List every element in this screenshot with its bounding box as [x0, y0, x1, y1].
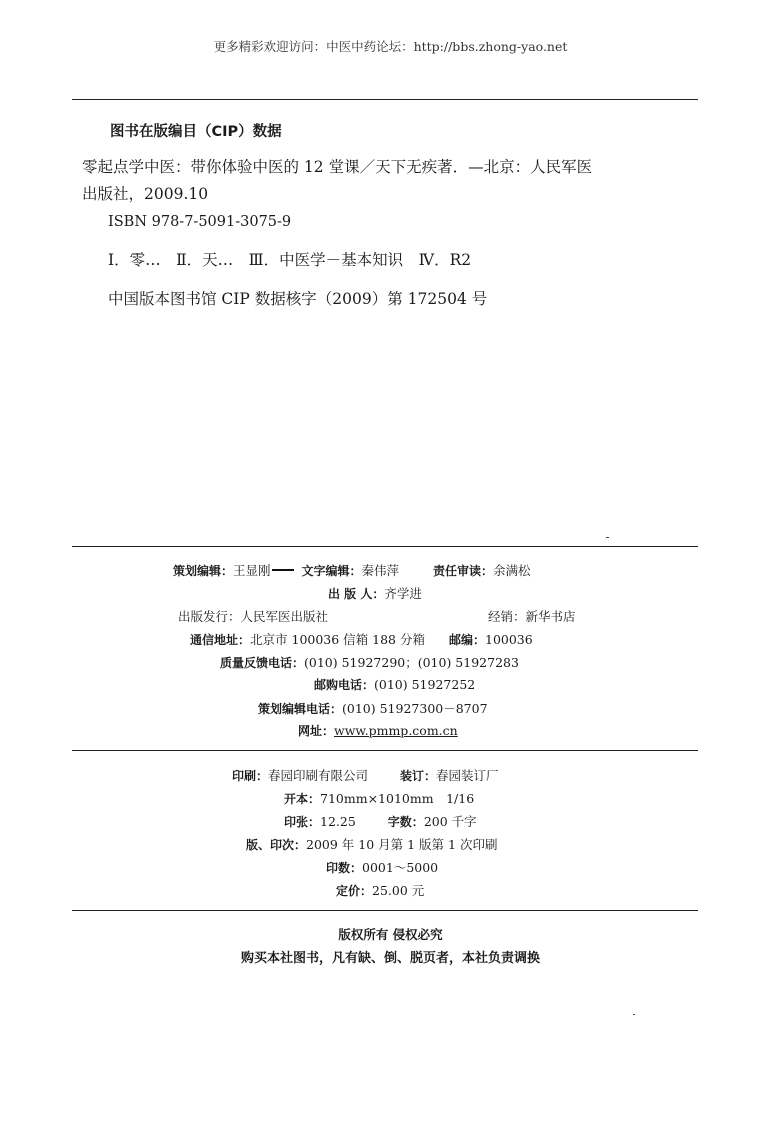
editorial-phone: (010) 51927300－8707: [342, 701, 488, 716]
credits-row-publisher-person: 出 版 人：齐学进: [328, 586, 422, 601]
credits-row-editors: 策划编辑：王显刚 文字编辑：秦伟萍 责任审读：余满松: [173, 563, 531, 578]
mail-order-phone: (010) 51927252: [374, 677, 476, 692]
printing-row-printer: 印刷：春园印刷有限公司 装订：春园装订厂: [232, 768, 499, 783]
copyright-notice: 版权所有 侵权必究: [338, 927, 443, 942]
address: 北京市 100036 信箱 188 分箱: [250, 632, 425, 647]
credits-row-mail-order: 邮购电话：(010) 51927252: [314, 677, 476, 692]
publisher-person: 齐学进: [384, 586, 422, 601]
scan-speck: [606, 537, 609, 538]
credits-row-publisher: 出版发行：人民军医出版社: [178, 609, 329, 624]
credits-row-website: 网址：www.pmmp.com.cn: [298, 723, 458, 738]
feedback-phone: (010) 51927290；(010) 51927283: [304, 655, 519, 670]
return-policy: 购买本社图书，凡有缺、倒、脱页者，本社负责调换: [240, 951, 540, 966]
cip-book-info-line2: 出版社，2009.10: [82, 185, 209, 203]
text-editor: 秦伟萍: [361, 563, 400, 578]
printing-row-price: 定价：25.00 元: [336, 883, 425, 898]
cip-number: 中国版本图书馆 CIP 数据核字（2009）第 172504 号: [108, 290, 488, 308]
print-run: 0001～5000: [362, 860, 439, 875]
site-header-text: 更多精彩欢迎访问：中医中药论坛：http://bbs.zhong-yao.net: [213, 39, 568, 54]
planning-editor: 王显刚: [233, 563, 271, 578]
website-link[interactable]: www.pmmp.com.cn: [334, 723, 458, 738]
proofreader: 余满松: [493, 563, 531, 578]
sheets: 12.25: [320, 814, 356, 829]
edition: 2009 年 10 月第 1 版第 1 次印刷: [306, 837, 498, 852]
credits-row-feedback: 质量反馈电话：(010) 51927290；(010) 51927283: [220, 655, 519, 670]
cip-book-info-line1: 零起点学中医：带你体验中医的 12 堂课／天下无疾著．—北京：人民军医: [82, 158, 593, 176]
postcode: 100036: [485, 632, 533, 647]
credits-divider-top: [72, 546, 698, 547]
credits-row-address: 通信地址：北京市 100036 信箱 188 分箱 邮编：100036: [190, 632, 533, 647]
printing-row-format: 开本：710mm×1010mm 1/16: [284, 791, 475, 806]
credits-row-editorial-phone: 策划编辑电话：(010) 51927300－8707: [258, 701, 488, 716]
printing-divider-top: [72, 750, 698, 751]
copyright-divider-top: [72, 910, 698, 911]
publisher: 人民军医出版社: [240, 609, 329, 624]
top-divider: [72, 99, 698, 100]
credits-row-distributor: 经销：新华书店: [488, 609, 576, 624]
book-format: 710mm×1010mm 1/16: [320, 791, 475, 806]
printer: 春园印刷有限公司: [268, 768, 369, 783]
printing-row-sheets: 印张：12.25 字数：200 千字: [284, 814, 477, 829]
binder: 春园装订厂: [436, 768, 499, 783]
cip-isbn: ISBN 978-7-5091-3075-9: [108, 214, 292, 230]
cip-classification: Ⅰ．零… Ⅱ．天… Ⅲ．中医学－基本知识 Ⅳ．R2: [108, 251, 472, 269]
cip-title: 图书在版编目（CIP）数据: [110, 124, 282, 140]
printing-row-edition: 版、印次：2009 年 10 月第 1 版第 1 次印刷: [246, 837, 498, 852]
scan-speck: [633, 1014, 635, 1015]
printing-row-copies: 印数：0001～5000: [326, 860, 439, 875]
distributor: 新华书店: [525, 609, 576, 624]
word-count: 200 千字: [423, 814, 477, 829]
price: 25.00 元: [372, 883, 425, 898]
